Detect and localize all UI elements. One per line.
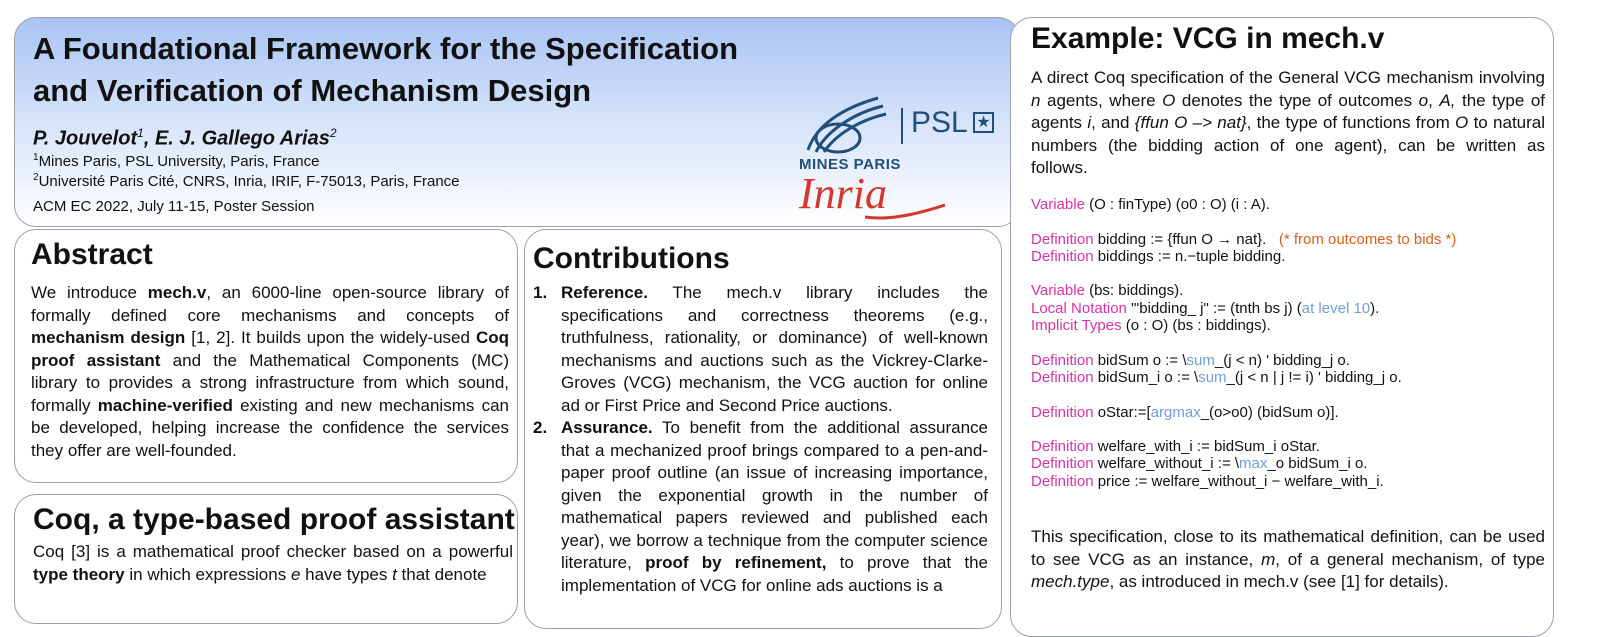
code-line <box>1031 438 1551 455</box>
code-line <box>1031 196 1551 213</box>
code-text: (o : O) (bs : biddings). <box>1121 317 1271 335</box>
text-run: proof by refinement, <box>645 553 827 572</box>
text-run: to prove that the implementation of VCG for online ads auctions is a <box>561 553 988 595</box>
code-line <box>1031 473 1551 490</box>
code-macro: sum <box>1186 351 1215 369</box>
affil-1-sup: 1 <box>33 152 39 163</box>
contributions-list <box>533 282 988 597</box>
example-outro <box>1031 526 1545 594</box>
abstract-heading: Abstract <box>31 238 153 271</box>
code-text: _(j < n | j != i) ' bidding_j o. <box>1226 368 1402 386</box>
venue: ACM EC 2022, July 11-15, Poster Session <box>33 198 315 215</box>
code-keyword: Variable <box>1031 196 1085 213</box>
text-run: denotes the type of outcomes <box>1175 90 1419 110</box>
coq-code-block <box>1031 196 1551 490</box>
coq-heading: Coq, a type-based proof assistant <box>33 503 515 536</box>
coq-text <box>33 541 513 586</box>
text-run: A direct Coq specification of the General VCG mechanism involving <box>1031 68 1545 87</box>
code-macro: max <box>1239 455 1268 473</box>
inria-logo: Inria <box>799 169 887 218</box>
code-line <box>1031 455 1551 472</box>
text-run: , of a general mechanism, of type <box>1275 549 1546 569</box>
text-run: mech.type <box>1031 572 1110 591</box>
text-run: Assurance. <box>561 418 653 437</box>
code-text: bidding := {ffun O → nat}. <box>1093 230 1279 248</box>
code-keyword: Definition <box>1031 438 1094 456</box>
code-line <box>1031 404 1551 421</box>
code-line <box>1031 369 1551 386</box>
code-line <box>1031 421 1551 438</box>
list-item-text <box>561 417 988 597</box>
text-run: o <box>1418 90 1429 110</box>
text-run: t <box>392 564 397 584</box>
code-text: _o bidSum_i o. <box>1267 455 1368 473</box>
poster-title: A Foundational Framework for the Specification and Verification of Mechanism Design <box>33 31 739 108</box>
code-keyword: Definition <box>1031 403 1094 421</box>
code-macro: sum <box>1198 368 1227 386</box>
affil-1-text: Mines Paris, PSL University, Paris, France <box>38 153 320 170</box>
text-run: We introduce <box>31 283 148 302</box>
code-macro: at level 10 <box>1301 299 1371 317</box>
text-run: O <box>1455 113 1469 132</box>
code-text: ). <box>1370 299 1380 317</box>
code-text: biddings := n.−tuple bidding. <box>1093 247 1286 265</box>
text-run: mech.v <box>147 283 207 302</box>
text-run: Coq proof assistant <box>31 328 509 370</box>
code-text: price := welfare_without_i − welfare_with_i. <box>1093 472 1384 490</box>
code-line <box>1031 231 1551 248</box>
code-keyword: Definition <box>1031 472 1094 490</box>
code-text: (bs: biddings). <box>1084 282 1184 300</box>
text-run: The mech.v library includes the specifications and correctness theorems (e.g., truthfulness, rationality, or dominance) of well-known mechanisms and auctions such as the Vickrey-Clarke-Groves (VCG) mechanism, the VCG auction for online ad or First Price and Second Price auctions. <box>561 283 988 415</box>
code-keyword: Implicit Types <box>1031 317 1122 335</box>
code-keyword: Local Notation <box>1031 299 1127 317</box>
affiliation-1 <box>33 152 319 170</box>
text-run: Coq [3] is a mathematical proof checker based on a powerful <box>33 542 513 561</box>
text-run: in which expressions <box>124 564 291 584</box>
author-1: P. Jouvelot <box>33 127 138 150</box>
logo-divider <box>901 108 903 144</box>
author-1-sup: 1 <box>137 126 144 140</box>
psl-star-icon: ★ <box>973 112 994 133</box>
text-run: agents, where <box>1040 90 1163 110</box>
code-keyword: Definition <box>1031 247 1094 265</box>
text-run: the type of agents <box>1031 90 1545 132</box>
text-run: [1, 2]. It builds upon the widely-used <box>185 328 476 347</box>
author-2: E. J. Gallego Arias <box>154 127 330 150</box>
text-run: {ffun O –> nat} <box>1134 113 1247 132</box>
text-run: , and <box>1091 113 1135 132</box>
text-run: O <box>1162 90 1176 110</box>
code-keyword: Definition <box>1031 351 1094 369</box>
code-line <box>1031 334 1551 351</box>
text-run: have types <box>300 564 393 584</box>
coq-panel <box>14 494 518 624</box>
example-heading: Example: VCG in mech.v <box>1031 22 1385 55</box>
code-line <box>1031 213 1551 230</box>
poster-header <box>14 17 1020 227</box>
code-line <box>1031 386 1551 403</box>
text-run: To benefit from the additional assurance that a mechanized proof brings compared to a pen-and-paper proof outline (an issue of increasing importance, given the exponential growth in the number of mathematical papers reviewed and published each year), we borrow a technique from the computer science literature, <box>561 418 988 572</box>
affiliation-2 <box>33 172 460 190</box>
code-text: welfare_with_i := bidSum_i oStar. <box>1093 438 1320 456</box>
author-line <box>33 126 337 151</box>
code-text: bidSum o := \ <box>1093 351 1187 369</box>
code-text: "'bidding_ j" := (tnth bs j) ( <box>1126 299 1302 317</box>
text-run: , <box>1428 90 1440 110</box>
list-item <box>533 282 988 417</box>
contributions-heading: Contributions <box>533 242 730 275</box>
author-2-sup: 2 <box>329 126 337 140</box>
text-run: that denote <box>396 564 487 584</box>
code-text: welfare_without_i := \ <box>1093 455 1240 473</box>
example-intro <box>1031 67 1545 180</box>
mines-paris-logo-text: MINES PARIS <box>799 156 901 173</box>
contributions-panel <box>524 229 1002 629</box>
code-line <box>1031 300 1551 317</box>
text-run: to natural numbers (the bidding action of one agent), can be written as follows. <box>1031 113 1546 177</box>
code-macro: argmax <box>1150 403 1201 421</box>
list-item-number: 2. <box>533 418 548 437</box>
text-run: A, <box>1439 90 1456 110</box>
list-item-text <box>561 282 988 417</box>
code-keyword: Definition <box>1031 230 1094 248</box>
text-run: machine-verified <box>97 395 233 415</box>
text-run: This specification, close to its mathematical definition, can be used to see VCG as an instance, <box>1031 527 1545 569</box>
code-keyword: Definition <box>1031 455 1094 473</box>
text-run: , an 6000-line open-source library of formally defined core mechanisms and concepts of <box>31 283 509 325</box>
text-run: type theory <box>33 564 125 584</box>
code-comment: (* from outcomes to bids *) <box>1278 230 1457 248</box>
text-run: , as introduced in mech.v (see [1] for details). <box>1109 572 1449 591</box>
inria-swoosh-icon <box>865 203 945 221</box>
code-line <box>1031 282 1551 299</box>
text-run: existing and new mechanisms can be developed, helping increase the confidence the services they offer are well-founded. <box>31 395 509 460</box>
author-separator: , <box>143 127 155 150</box>
example-panel <box>1010 17 1554 637</box>
code-text: _(j < n) ' bidding_j o. <box>1214 351 1350 369</box>
code-text: bidSum_i o := \ <box>1093 368 1199 386</box>
code-line <box>1031 352 1551 369</box>
text-run: n <box>1031 90 1041 110</box>
code-text: _(o>o0) (bidSum o)]. <box>1200 403 1339 421</box>
code-text: (O : finType) (o0 : O) (i : A). <box>1084 196 1270 213</box>
code-line <box>1031 265 1551 282</box>
text-run: and the Mathematical Components (MC) library to provides a strong infrastructure from which sound, formally <box>31 350 509 415</box>
text-run: mechanism design <box>31 328 186 347</box>
text-run: i <box>1087 113 1092 132</box>
list-item <box>533 417 988 597</box>
affil-2-sup: 2 <box>33 172 39 183</box>
code-line <box>1031 248 1551 265</box>
affil-2-text: Université Paris Cité, CNRS, Inria, IRIF, F-75013, Paris, France <box>38 173 460 190</box>
code-text: oStar:=[ <box>1093 403 1151 421</box>
abstract-panel <box>14 229 518 483</box>
list-item-number: 1. <box>533 283 548 302</box>
abstract-text <box>31 282 509 462</box>
psl-logo: PSL <box>911 106 968 139</box>
text-run: Reference. <box>561 283 648 302</box>
code-keyword: Definition <box>1031 368 1094 386</box>
code-keyword: Variable <box>1031 282 1085 300</box>
text-run: , the type of functions from <box>1246 113 1456 132</box>
text-run: m <box>1261 549 1276 569</box>
text-run: e <box>290 564 301 584</box>
code-line <box>1031 317 1551 334</box>
